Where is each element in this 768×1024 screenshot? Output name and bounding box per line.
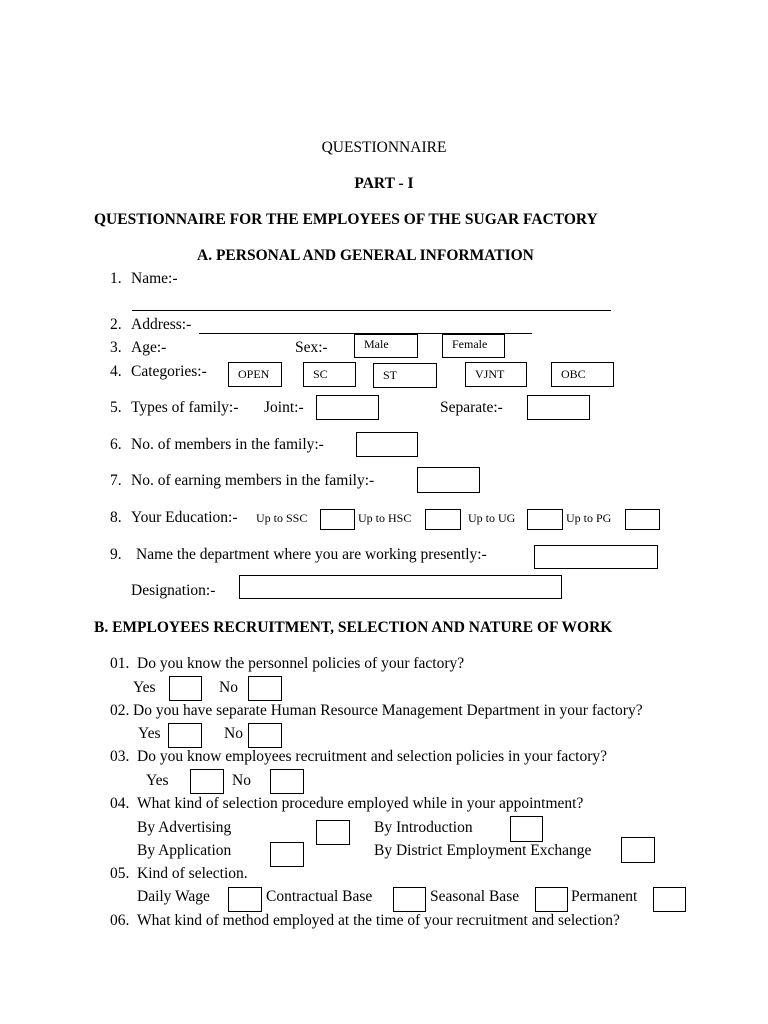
family-type-label: Types of family:-: [131, 399, 239, 416]
b-q02-number: 02.: [110, 702, 130, 719]
by-introduction-label: By Introduction: [374, 819, 473, 836]
category-st-checkbox[interactable]: ST: [373, 363, 437, 388]
by-advertising-checkbox[interactable]: [316, 820, 350, 845]
department-field[interactable]: [534, 545, 658, 569]
age-label: Age:-: [131, 339, 167, 356]
by-application-label: By Application: [137, 842, 232, 859]
section-b-heading: B. EMPLOYEES RECRUITMENT, SELECTION AND NATURE OF WORK: [94, 619, 613, 636]
b-q01-yes-checkbox[interactable]: [169, 676, 202, 701]
section-a-heading: A. PERSONAL AND GENERAL INFORMATION: [197, 247, 534, 264]
b-q03-number: 03.: [110, 748, 130, 765]
b-q04-number: 04.: [110, 795, 130, 812]
education-label: Your Education:-: [131, 509, 238, 526]
part-heading: PART - I: [354, 175, 414, 192]
b-q01-no-checkbox[interactable]: [248, 676, 282, 701]
by-advertising-label: By Advertising: [137, 819, 232, 836]
female-checkbox[interactable]: Female: [442, 334, 505, 358]
q1-number: 1.: [110, 270, 122, 287]
male-checkbox[interactable]: Male: [354, 334, 418, 358]
document-title: QUESTIONNAIRE: [321, 139, 447, 156]
by-exchange-label: By District Employment Exchange: [374, 842, 592, 859]
earning-members-label: No. of earning members in the family:-: [131, 472, 375, 489]
edu-ssc-checkbox[interactable]: [320, 509, 355, 530]
earning-members-box[interactable]: [417, 467, 480, 493]
joint-family-box[interactable]: [316, 395, 379, 420]
separate-label: Separate:-: [440, 399, 503, 416]
b-q01-no-label: No: [219, 679, 238, 696]
q4-number: 4.: [110, 363, 122, 380]
edu-pg-label: Up to PG: [566, 511, 612, 525]
q3-number: 3.: [110, 339, 122, 356]
name-label: Name:-: [131, 270, 178, 287]
q5-number: 5.: [110, 399, 122, 416]
family-members-label: No. of members in the family:-: [131, 436, 324, 453]
permanent-label: Permanent: [571, 888, 638, 905]
q2-number: 2.: [110, 316, 122, 333]
b-q02-no-label: No: [224, 725, 243, 742]
edu-hsc-checkbox[interactable]: [425, 509, 461, 530]
category-obc-checkbox[interactable]: OBC: [551, 362, 614, 387]
edu-ug-checkbox[interactable]: [527, 509, 563, 530]
categories-label: Categories:-: [131, 363, 207, 380]
b-q03-no-checkbox[interactable]: [270, 769, 304, 794]
b-q03-text: Do you know employees recruitment and selection policies in your factory?: [137, 748, 608, 765]
by-application-checkbox[interactable]: [270, 842, 304, 867]
b-q05-text: Kind of selection.: [137, 865, 248, 882]
b-q03-no-label: No: [232, 772, 251, 789]
category-open-checkbox[interactable]: OPEN: [228, 362, 282, 387]
b-q02-text: Do you have separate Human Resource Management Department in your factory?: [133, 702, 643, 719]
by-introduction-checkbox[interactable]: [510, 816, 543, 842]
b-q02-no-checkbox[interactable]: [248, 723, 282, 748]
q9-number: 9.: [110, 546, 122, 563]
b-q04-text: What kind of selection procedure employed while in your appointment?: [137, 795, 584, 812]
family-members-box[interactable]: [356, 432, 418, 457]
b-q01-yes-label: Yes: [133, 679, 156, 696]
address-label: Address:-: [131, 316, 192, 333]
designation-field[interactable]: [239, 575, 562, 599]
department-label: Name the department where you are working presently:-: [136, 546, 487, 563]
b-q02-yes-label: Yes: [138, 725, 161, 742]
q6-number: 6.: [110, 436, 122, 453]
q7-number: 7.: [110, 472, 122, 489]
by-exchange-checkbox[interactable]: [621, 837, 655, 863]
b-q05-number: 05.: [110, 865, 130, 882]
b-q02-yes-checkbox[interactable]: [168, 723, 202, 748]
category-vjnt-checkbox[interactable]: VJNT: [465, 362, 527, 387]
seasonal-checkbox[interactable]: [535, 887, 568, 912]
edu-ssc-label: Up to SSC: [256, 511, 308, 525]
contractual-label: Contractual Base: [266, 888, 373, 905]
b-q03-yes-checkbox[interactable]: [190, 769, 224, 794]
sex-label: Sex:-: [295, 339, 328, 356]
joint-label: Joint:-: [264, 399, 304, 416]
daily-wage-label: Daily Wage: [137, 888, 210, 905]
edu-ug-label: Up to UG: [468, 511, 516, 525]
b-q06-number: 06.: [110, 912, 130, 929]
b-q06-text: What kind of method employed at the time of your recruitment and selection?: [137, 912, 620, 929]
edu-pg-checkbox[interactable]: [625, 509, 660, 530]
designation-label: Designation:-: [131, 582, 216, 599]
separate-family-box[interactable]: [527, 395, 590, 420]
b-q03-yes-label: Yes: [146, 772, 169, 789]
daily-wage-checkbox[interactable]: [228, 887, 262, 912]
contractual-checkbox[interactable]: [393, 887, 426, 912]
category-sc-checkbox[interactable]: SC: [303, 362, 356, 387]
b-q01-number: 01.: [110, 655, 130, 672]
name-field[interactable]: [132, 310, 611, 311]
b-q01-text: Do you know the personnel policies of your factory?: [137, 655, 465, 672]
edu-hsc-label: Up to HSC: [358, 511, 412, 525]
q8-number: 8.: [110, 509, 122, 526]
permanent-checkbox[interactable]: [653, 887, 686, 912]
questionnaire-subtitle: QUESTIONNAIRE FOR THE EMPLOYEES OF THE SUGAR FACTORY: [94, 211, 598, 228]
seasonal-label: Seasonal Base: [430, 888, 520, 905]
